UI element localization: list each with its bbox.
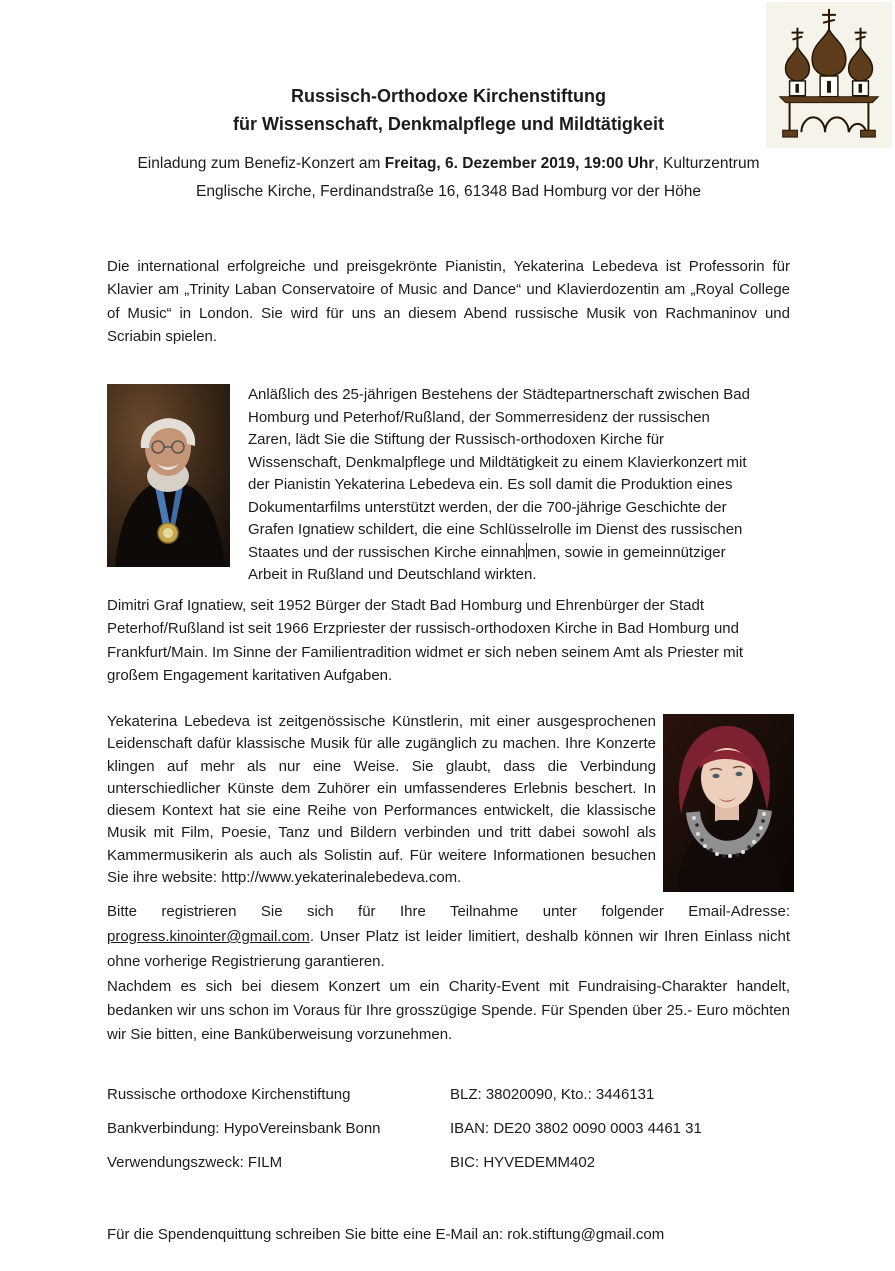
anniversary-text-after-cursor: men, sowie in gemeinnütziger Arbeit in Rußland und Deutschland wirkten. [248,543,726,583]
invitation-date-time: Freitag, 6. Dezember 2019, 19:00 Uhr [384,155,655,172]
receipt-pre: Für die Spendenquittung schreiben Sie bitte eine E-Mail an: [107,1226,508,1243]
bank-purpose: Verwendungszweck: FILM [107,1154,283,1171]
section-yekaterina [107,711,797,892]
bank-iban: IBAN: DE20 3802 0090 0003 4461 31 [450,1120,702,1137]
paragraph-charity: Nachdem es sich bei diesem Konzert um ein Charity-Event mit Fundraising-Charakter handelt, bedanken wir uns schon im Voraus für Ihre grosszügige Spende. Für Spenden über 25.- Euro möchten wir Sie bitten, eine Banküberweisung vorzunehmen. [107,978,790,1043]
anniversary-text-before-cursor: Anläßlich des 25-jährigen Bestehens der Städtepartnerschaft zwischen Bad Homburg und Peterhof/Rußland, der Sommerresidenz der russischen Zaren, lädt Sie die Stiftung der Russisch-orthodoxen Kirche für Wissenschaft, Denkmalpflege und Mildtätigkeit zu einem Klavierkonzert mit der Pianistin Yekaterina Lebedeva ein. Es soll damit die Produktion eines Dokumentarfilms unterstützt werden, der die 700-jährige Geschichte der Grafen Ignatiew schildert, die eine Schlüsselrolle im Dienst des russischen Staates und der russischen Kirche einnah [248,386,750,561]
bank-row-3 [107,1154,797,1188]
invitation-line-1 [107,150,790,178]
receipt-line [107,1226,797,1243]
bank-bic: BIC: HYVEDEMM402 [450,1154,596,1171]
bank-details [107,1086,797,1188]
photo-dimitri-ignatiew [107,384,230,567]
paragraph-registration [107,899,790,974]
bank-account-holder: Russische orthodoxe Kirchenstiftung [107,1086,351,1103]
photo-yekaterina-lebedeva [663,714,794,892]
bank-row-2 [107,1120,797,1154]
bank-row-1 [107,1086,797,1120]
invitation-pre: Einladung zum Benefiz-Konzert am [137,155,385,172]
paragraph-yekaterina: Yekaterina Lebedeva ist zeitgenössische Künstlerin, mit einer ausgesprochenen Leidenschaft dafür klassische Musik für alle zugänglich zu machen. Ihre Konzerte klingen auf mehr als nur eine Weise. Sie glaubt, dass die Verbindung unterschiedlicher Künste dem Zuhörer ein umfassenderes Erlebnis beschert. In diesem Kontext hat sie eine Reihe von Performances entwickelt, die klassische Musik mit Film, Poesie, Tanz und Bildern verbinden und tritt dabei sowohl als Kammermusikerin als auch als Solistin auf. Für weitere Informationen besuchen Sie ihre website: http://www.yekaterinalebedeva.com. [107,713,656,887]
invitation-header [107,150,790,206]
invitation-post: , Kulturzentrum [654,155,760,172]
paragraph-anniversary [248,384,753,587]
title-line-2: für Wissenschaft, Denkmalpflege und Mildtätigkeit [233,114,664,134]
invitation-line-2: Englische Kirche, Ferdinandstraße 16, 61348 Bad Homburg vor der Höhe [196,183,701,200]
registration-email-link[interactable]: progress.kinointer@gmail.com [107,928,310,945]
receipt-email: rok.stiftung@gmail.com [507,1226,665,1243]
registration-pre: Bitte registrieren Sie sich für Ihre Teilnahme unter folgender Email-Adresse: [107,903,790,920]
paragraph-dimitri: Dimitri Graf Ignatiew, seit 1952 Bürger der Stadt Bad Homburg und Ehrenbürger der Stadt Peterhof/Rußland ist seit 1966 Erzpriester der russisch-orthodoxen Kirche in Bad Homburg und Frankfurt/Main. Im Sinne der Familientradition widmet er sich neben seinem Amt als Priester mit großem Engagement karitativen Aufgaben. [107,597,744,684]
document-title [107,82,790,138]
bank-name: Bankverbindung: HypoVereinsbank Bonn [107,1120,381,1137]
bank-blz-kto: BLZ: 38020090, Kto.: 3446131 [450,1086,655,1103]
paragraph-pianist-intro: Die international erfolgreiche und preisgekrönte Pianistin, Yekaterina Lebedeva ist Professorin für Klavier am „Trinity Laban Conservatoire of Music and Dance“ und Klavierdozentin am „Royal College of Music“ in London. Sie wird für uns an diesem Abend russische Musik von Rachmaninov und Scriabin spielen. [107,258,790,345]
registration-post: . Unser Platz ist leider limitiert, deshalb können wir Ihren Einlass nicht ohne vorherige Registrierung garantieren. [107,928,790,970]
title-line-1: Russisch-Orthodoxe Kirchenstiftung [290,86,607,106]
section-anniversary [107,384,795,587]
